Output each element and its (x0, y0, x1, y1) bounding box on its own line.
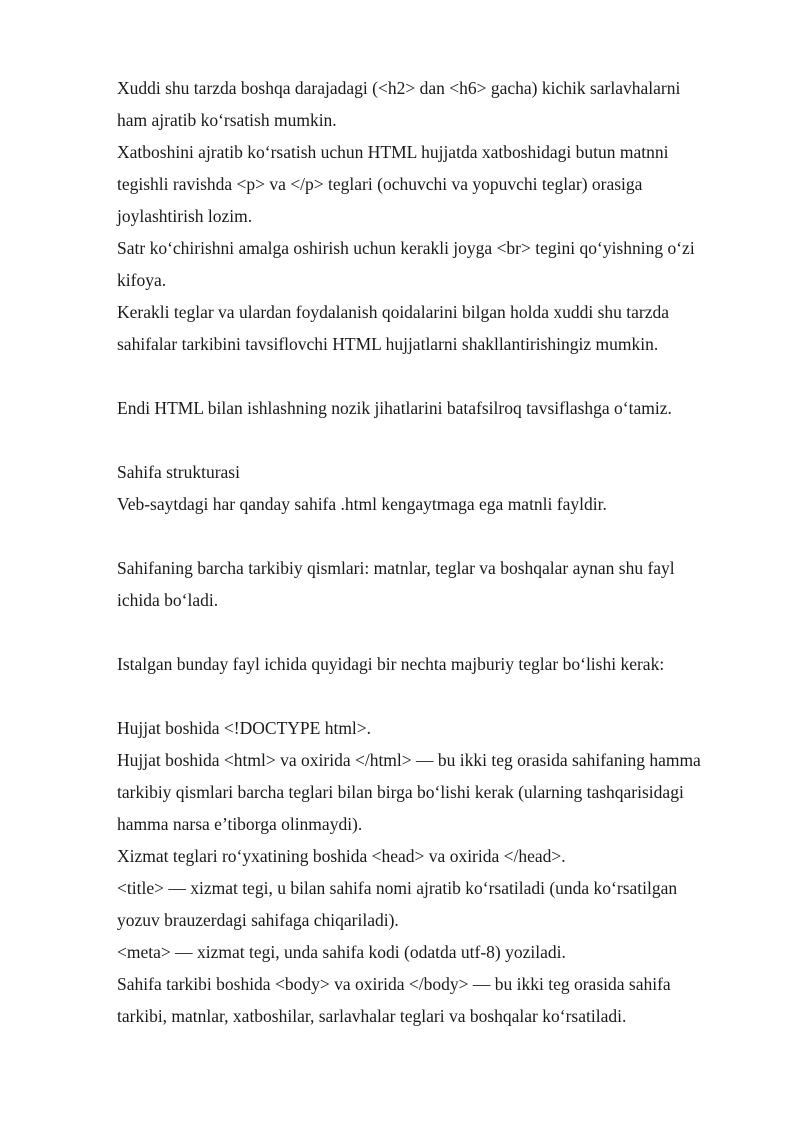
text-line: kifoya. (117, 270, 167, 290)
text-line: Xatboshini ajratib ko‘rsatish uchun HTML hujjatda xatboshidagi butun matnni (117, 142, 669, 162)
text-line: Satr ko‘chirishni amalga oshirish uchun kerakli joyga <br> tegini qo‘yishning o‘zi (117, 238, 695, 258)
text-line: Veb-saytdagi har qanday sahifa .html kengaytmaga ega matnli fayldir. (117, 494, 607, 514)
text-line: Hujjat boshida <!DOCTYPE html>. (117, 718, 372, 738)
text-line: Sahifa tarkibi boshida <body> va oxirida </body> — bu ikki teg orasida sahifa (117, 974, 671, 994)
text-line: joylashtirish lozim. (117, 206, 253, 226)
blank-line (117, 616, 757, 648)
text-line: sahifalar tarkibini tavsiflovchi HTML hujjatlarni shakllantirishingiz mumkin. (117, 334, 659, 354)
text-line: ichida bo‘ladi. (117, 590, 219, 610)
blank-line (117, 680, 757, 712)
text-line: <title> — xizmat tegi, u bilan sahifa nomi ajratib ko‘rsatiladi (unda ko‘rsatilgan (117, 878, 678, 898)
blank-line (117, 520, 757, 552)
text-line: yozuv brauzerdagi sahifaga chiqariladi). (117, 910, 399, 930)
text-line: tarkibi, matnlar, xatboshilar, sarlavhalar teglari va boshqalar ko‘rsatiladi. (117, 1006, 627, 1026)
document-body (117, 72, 757, 1032)
text-line: Sahifaning barcha tarkibiy qismlari: matnlar, teglar va boshqalar aynan shu fayl (117, 558, 675, 578)
text-line: tegishli ravishda <p> va </p> teglari (ochuvchi va yopuvchi teglar) orasiga (117, 174, 643, 194)
text-line: Istalgan bunday fayl ichida quyidagi bir nechta majburiy teglar bo‘lishi kerak: (117, 654, 665, 674)
text-line: hamma narsa e’tiborga olinmaydi). (117, 814, 363, 834)
blank-line (117, 424, 757, 456)
text-line: Endi HTML bilan ishlashning nozik jihatlarini batafsilroq tavsiflashga o‘tamiz. (117, 398, 672, 418)
text-line: <meta> — xizmat tegi, unda sahifa kodi (odatda utf-8) yoziladi. (117, 942, 566, 962)
text-line: Xizmat teglari ro‘yxatining boshida <head> va oxirida </head>. (117, 846, 566, 866)
text-line: Kerakli teglar va ulardan foydalanish qoidalarini bilgan holda xuddi shu tarzda (117, 302, 670, 322)
text-line: ham ajratib ko‘rsatish mumkin. (117, 110, 337, 130)
section-heading: Sahifa strukturasi (117, 462, 240, 482)
text-line: Xuddi shu tarzda boshqa darajadagi (<h2> dan <h6> gacha) kichik sarlavhalarni (117, 78, 681, 98)
text-line: tarkibiy qismlari barcha teglari bilan birga bo‘lishi kerak (ularning tashqarisidagi (117, 782, 684, 802)
text-line: Hujjat boshida <html> va oxirida </html> — bu ikki teg orasida sahifaning hamma (117, 750, 701, 770)
blank-line (117, 360, 757, 392)
